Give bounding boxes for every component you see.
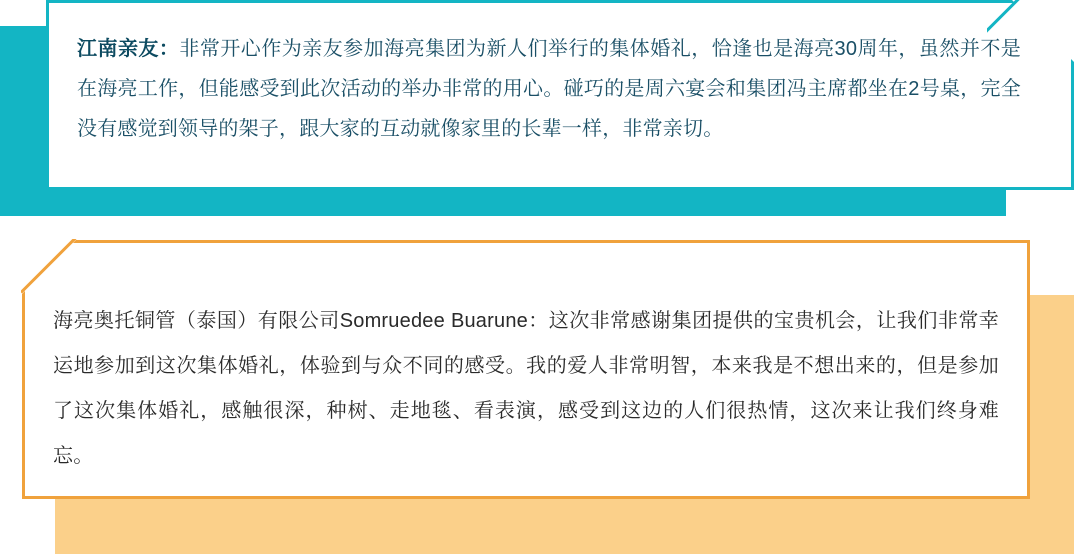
quote-1-body: 非常开心作为亲友参加海亮集团为新人们举行的集体婚礼，恰逢也是海亮30周年，虽然并不是在海亮工作，但能感受到此次活动的举办非常的用心。碰巧的是周六宴会和集团冯主席都坐在2号桌，完全没有感觉到领导的架子，跟大家的互动就像家里的长辈一样，非常亲切。 bbox=[77, 38, 1021, 140]
quote-block-2 bbox=[0, 240, 1074, 554]
quote-2-body: 海亮奥托铜管（泰国）有限公司Somruedee Buarune：这次非常感谢集团提供的宝贵机会，让我们非常幸运地参加到这次集体婚礼，体验到与众不同的感受。我的爱人非常明智，本来我是不想出来的，但是参加了这次集体婚礼，感触很深，种树、走地毯、看表演，感受到这边的人们很热情，这次来让我们终身难忘。 bbox=[53, 310, 999, 467]
quote-2-text bbox=[53, 299, 999, 479]
quote-1-text bbox=[77, 29, 1021, 149]
quote-1-speaker: 江南亲友： bbox=[77, 38, 180, 60]
corner-notch-decoration bbox=[22, 240, 76, 294]
quote-block-1 bbox=[0, 0, 1074, 226]
quote-1-card bbox=[46, 0, 1074, 190]
corner-notch-decoration bbox=[1012, 0, 1074, 62]
quote-2-card bbox=[22, 240, 1030, 499]
